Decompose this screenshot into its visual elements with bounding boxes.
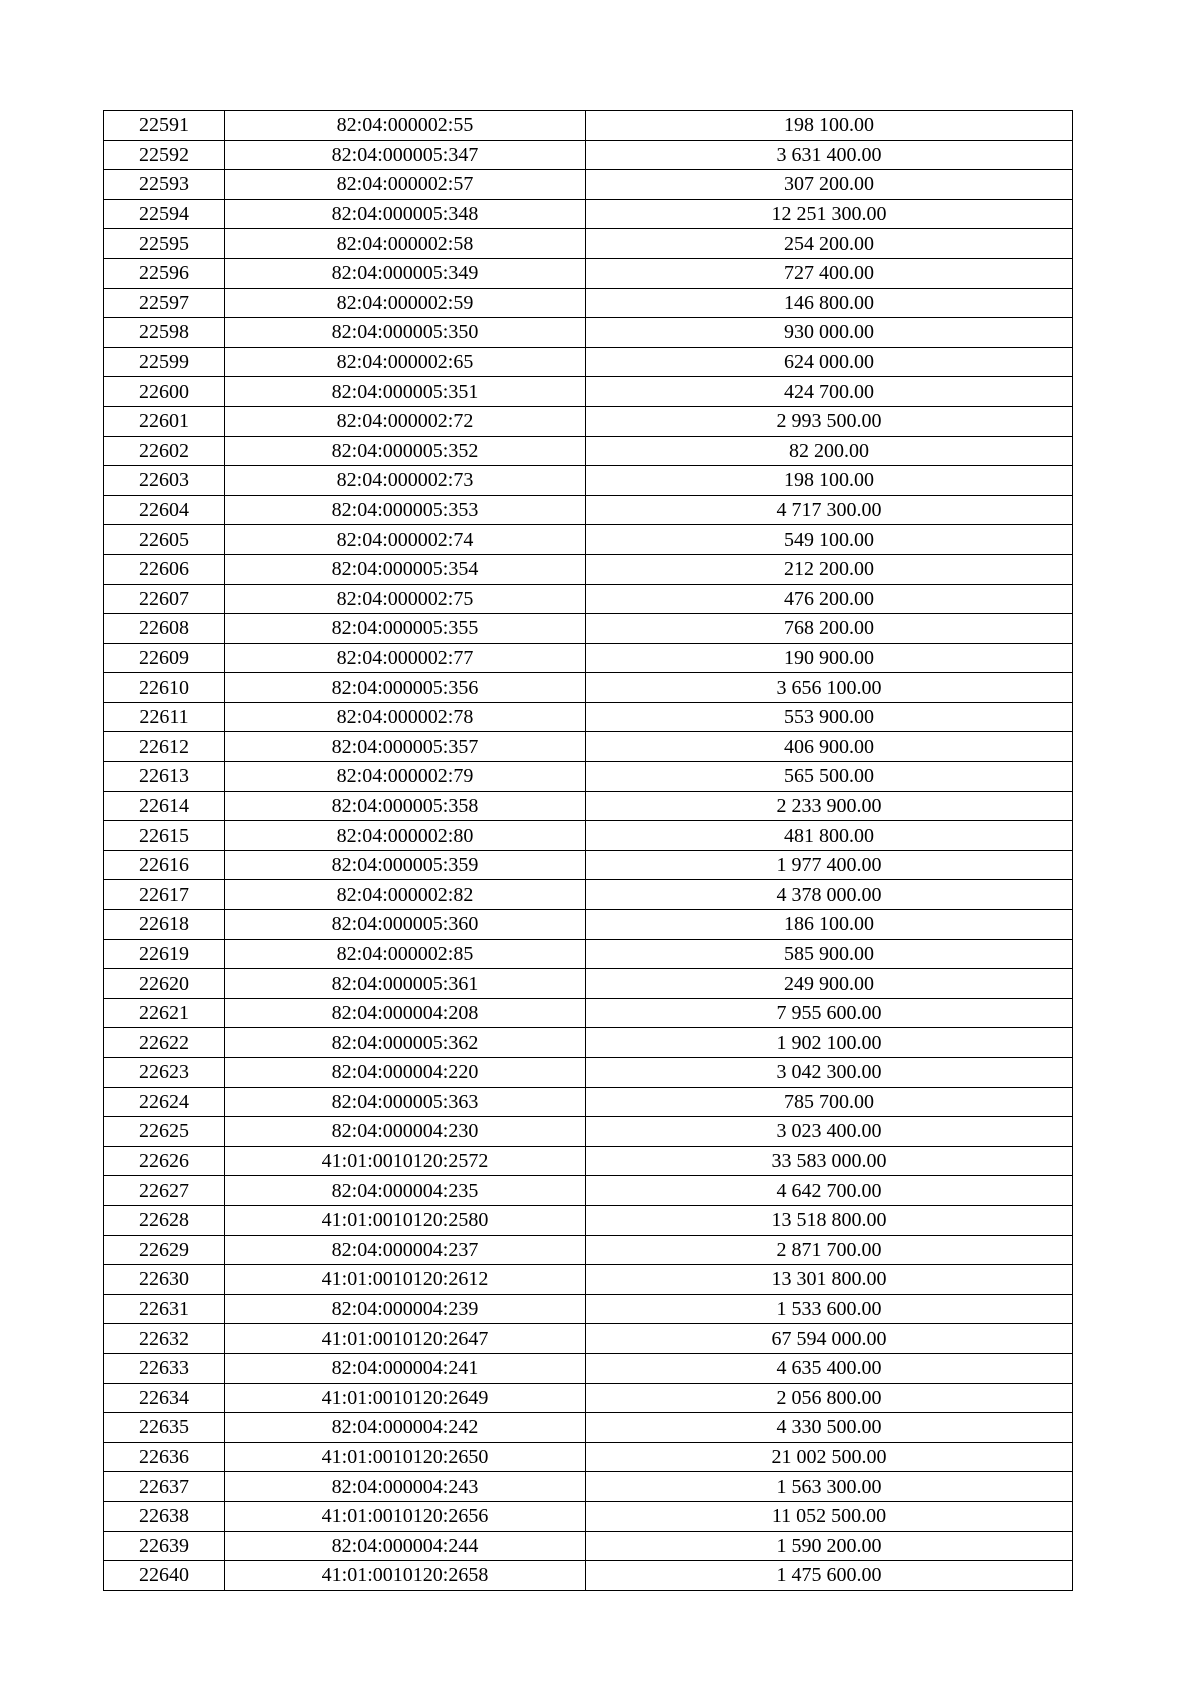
- cadastral-number-cell: 82:04:000002:75: [225, 584, 586, 614]
- row-number-cell: 22639: [104, 1531, 225, 1561]
- cadastral-value-cell: 2 871 700.00: [586, 1235, 1073, 1265]
- row-number-cell: 22597: [104, 288, 225, 318]
- cadastral-value-cell: 585 900.00: [586, 939, 1073, 969]
- cadastral-value-cell: 33 583 000.00: [586, 1146, 1073, 1176]
- cadastral-value-cell: 13 301 800.00: [586, 1265, 1073, 1295]
- cadastral-value-cell: 1 590 200.00: [586, 1531, 1073, 1561]
- row-number-cell: 22619: [104, 939, 225, 969]
- table-row: [104, 229, 1073, 259]
- cadastral-number-cell: 82:04:000002:59: [225, 288, 586, 318]
- table-row: [104, 584, 1073, 614]
- cadastral-number-cell: 82:04:000005:357: [225, 732, 586, 762]
- cadastral-value-cell: 3 023 400.00: [586, 1117, 1073, 1147]
- row-number-cell: 22606: [104, 554, 225, 584]
- cadastral-number-cell: 41:01:0010120:2650: [225, 1442, 586, 1472]
- row-number-cell: 22621: [104, 998, 225, 1028]
- row-number-cell: 22602: [104, 436, 225, 466]
- row-number-cell: 22604: [104, 495, 225, 525]
- cadastral-number-cell: 41:01:0010120:2612: [225, 1265, 586, 1295]
- table-row: [104, 939, 1073, 969]
- cadastral-value-cell: 307 200.00: [586, 170, 1073, 200]
- cadastral-value-cell: 1 563 300.00: [586, 1472, 1073, 1502]
- row-number-cell: 22605: [104, 525, 225, 555]
- cadastral-number-cell: 82:04:000004:242: [225, 1413, 586, 1443]
- row-number-cell: 22608: [104, 614, 225, 644]
- table-row: [104, 1383, 1073, 1413]
- cadastral-value-cell: 4 635 400.00: [586, 1353, 1073, 1383]
- table-row: [104, 1235, 1073, 1265]
- cadastral-number-cell: 82:04:000004:239: [225, 1294, 586, 1324]
- cadastral-number-cell: 82:04:000002:80: [225, 821, 586, 851]
- table-row: [104, 1472, 1073, 1502]
- table-row: [104, 1324, 1073, 1354]
- cadastral-value-cell: 198 100.00: [586, 111, 1073, 141]
- row-number-cell: 22596: [104, 258, 225, 288]
- row-number-cell: 22624: [104, 1087, 225, 1117]
- cadastral-value-cell: 406 900.00: [586, 732, 1073, 762]
- cadastral-value-cell: 476 200.00: [586, 584, 1073, 614]
- row-number-cell: 22592: [104, 140, 225, 170]
- cadastral-number-cell: 82:04:000005:353: [225, 495, 586, 525]
- cadastral-number-cell: 41:01:0010120:2658: [225, 1561, 586, 1591]
- table-row: [104, 614, 1073, 644]
- row-number-cell: 22618: [104, 910, 225, 940]
- row-number-cell: 22614: [104, 791, 225, 821]
- row-number-cell: 22633: [104, 1353, 225, 1383]
- table-row: [104, 1442, 1073, 1472]
- row-number-cell: 22594: [104, 199, 225, 229]
- row-number-cell: 22638: [104, 1501, 225, 1531]
- cadastral-value-cell: 2 233 900.00: [586, 791, 1073, 821]
- table-row: [104, 1205, 1073, 1235]
- cadastral-number-cell: 82:04:000002:73: [225, 466, 586, 496]
- row-number-cell: 22607: [104, 584, 225, 614]
- table-row: [104, 1265, 1073, 1295]
- table-row: [104, 377, 1073, 407]
- cadastral-number-cell: 82:04:000005:356: [225, 673, 586, 703]
- table-row: [104, 1028, 1073, 1058]
- cadastral-value-cell: 727 400.00: [586, 258, 1073, 288]
- table-row: [104, 1561, 1073, 1591]
- cadastral-number-cell: 82:04:000004:243: [225, 1472, 586, 1502]
- table-row: [104, 673, 1073, 703]
- cadastral-value-cell: 12 251 300.00: [586, 199, 1073, 229]
- row-number-cell: 22634: [104, 1383, 225, 1413]
- table-row: [104, 732, 1073, 762]
- row-number-cell: 22623: [104, 1058, 225, 1088]
- cadastral-value-cell: 212 200.00: [586, 554, 1073, 584]
- cadastral-value-cell: 13 518 800.00: [586, 1205, 1073, 1235]
- row-number-cell: 22595: [104, 229, 225, 259]
- cadastral-number-cell: 82:04:000005:359: [225, 850, 586, 880]
- cadastral-number-cell: 82:04:000004:237: [225, 1235, 586, 1265]
- table-row: [104, 643, 1073, 673]
- row-number-cell: 22627: [104, 1176, 225, 1206]
- cadastral-number-cell: 82:04:000004:235: [225, 1176, 586, 1206]
- cadastral-number-cell: 82:04:000005:348: [225, 199, 586, 229]
- cadastral-value-cell: 7 955 600.00: [586, 998, 1073, 1028]
- cadastral-number-cell: 82:04:000002:58: [225, 229, 586, 259]
- cadastral-number-cell: 41:01:0010120:2572: [225, 1146, 586, 1176]
- row-number-cell: 22611: [104, 702, 225, 732]
- cadastral-number-cell: 82:04:000005:361: [225, 969, 586, 999]
- cadastral-number-cell: 82:04:000004:230: [225, 1117, 586, 1147]
- cadastral-number-cell: 82:04:000004:244: [225, 1531, 586, 1561]
- table-row: [104, 762, 1073, 792]
- table-row: [104, 791, 1073, 821]
- cadastral-number-cell: 82:04:000002:82: [225, 880, 586, 910]
- row-number-cell: 22601: [104, 406, 225, 436]
- row-number-cell: 22609: [104, 643, 225, 673]
- row-number-cell: 22615: [104, 821, 225, 851]
- row-number-cell: 22626: [104, 1146, 225, 1176]
- table-row: [104, 466, 1073, 496]
- cadastral-value-cell: 3 631 400.00: [586, 140, 1073, 170]
- table-row: [104, 525, 1073, 555]
- table-row: [104, 199, 1073, 229]
- cadastral-value-cell: 3 042 300.00: [586, 1058, 1073, 1088]
- cadastral-value-cell: 186 100.00: [586, 910, 1073, 940]
- cadastral-number-cell: 82:04:000005:362: [225, 1028, 586, 1058]
- cadastral-value-cell: 565 500.00: [586, 762, 1073, 792]
- row-number-cell: 22599: [104, 347, 225, 377]
- cadastral-number-cell: 82:04:000002:55: [225, 111, 586, 141]
- cadastral-value-cell: 4 642 700.00: [586, 1176, 1073, 1206]
- cadastral-number-cell: 82:04:000005:351: [225, 377, 586, 407]
- row-number-cell: 22631: [104, 1294, 225, 1324]
- cadastral-number-cell: 41:01:0010120:2649: [225, 1383, 586, 1413]
- cadastral-value-cell: 549 100.00: [586, 525, 1073, 555]
- table-row: [104, 850, 1073, 880]
- cadastral-value-cell: 146 800.00: [586, 288, 1073, 318]
- table-row: [104, 347, 1073, 377]
- cadastral-value-cell: 785 700.00: [586, 1087, 1073, 1117]
- cadastral-value-cell: 82 200.00: [586, 436, 1073, 466]
- cadastral-value-cell: 4 330 500.00: [586, 1413, 1073, 1443]
- table-row: [104, 140, 1073, 170]
- cadastral-number-cell: 82:04:000005:350: [225, 318, 586, 348]
- cadastral-number-cell: 82:04:000004:208: [225, 998, 586, 1028]
- table-row: [104, 1413, 1073, 1443]
- table-row: [104, 1294, 1073, 1324]
- row-number-cell: 22613: [104, 762, 225, 792]
- row-number-cell: 22616: [104, 850, 225, 880]
- cadastral-value-cell: 190 900.00: [586, 643, 1073, 673]
- cadastral-value-cell: 254 200.00: [586, 229, 1073, 259]
- table-row: [104, 258, 1073, 288]
- row-number-cell: 22612: [104, 732, 225, 762]
- table-row: [104, 1117, 1073, 1147]
- cadastral-value-table: [103, 110, 1073, 1591]
- cadastral-value-cell: 624 000.00: [586, 347, 1073, 377]
- cadastral-number-cell: 82:04:000004:241: [225, 1353, 586, 1383]
- table-row: [104, 702, 1073, 732]
- row-number-cell: 22625: [104, 1117, 225, 1147]
- cadastral-number-cell: 82:04:000005:358: [225, 791, 586, 821]
- row-number-cell: 22600: [104, 377, 225, 407]
- cadastral-number-cell: 82:04:000002:77: [225, 643, 586, 673]
- table-row: [104, 436, 1073, 466]
- cadastral-value-cell: 930 000.00: [586, 318, 1073, 348]
- table-row: [104, 1087, 1073, 1117]
- row-number-cell: 22591: [104, 111, 225, 141]
- row-number-cell: 22637: [104, 1472, 225, 1502]
- table-body: [104, 111, 1073, 1591]
- cadastral-value-cell: 3 656 100.00: [586, 673, 1073, 703]
- table-row: [104, 1176, 1073, 1206]
- table-row: [104, 910, 1073, 940]
- table-row: [104, 1531, 1073, 1561]
- cadastral-value-cell: 67 594 000.00: [586, 1324, 1073, 1354]
- row-number-cell: 22628: [104, 1205, 225, 1235]
- cadastral-number-cell: 82:04:000004:220: [225, 1058, 586, 1088]
- table-row: [104, 1058, 1073, 1088]
- cadastral-value-cell: 1 977 400.00: [586, 850, 1073, 880]
- cadastral-number-cell: 82:04:000002:65: [225, 347, 586, 377]
- cadastral-number-cell: 41:01:0010120:2580: [225, 1205, 586, 1235]
- cadastral-value-cell: 21 002 500.00: [586, 1442, 1073, 1472]
- cadastral-number-cell: 82:04:000002:57: [225, 170, 586, 200]
- cadastral-value-cell: 553 900.00: [586, 702, 1073, 732]
- table-row: [104, 821, 1073, 851]
- cadastral-value-cell: 1 475 600.00: [586, 1561, 1073, 1591]
- cadastral-number-cell: 82:04:000002:72: [225, 406, 586, 436]
- table-row: [104, 318, 1073, 348]
- table-row: [104, 880, 1073, 910]
- cadastral-number-cell: 82:04:000005:349: [225, 258, 586, 288]
- cadastral-value-cell: 481 800.00: [586, 821, 1073, 851]
- table-row: [104, 1501, 1073, 1531]
- cadastral-value-cell: 198 100.00: [586, 466, 1073, 496]
- table-row: [104, 1146, 1073, 1176]
- row-number-cell: 22635: [104, 1413, 225, 1443]
- row-number-cell: 22632: [104, 1324, 225, 1354]
- table-row: [104, 111, 1073, 141]
- cadastral-value-cell: 768 200.00: [586, 614, 1073, 644]
- cadastral-number-cell: 82:04:000005:363: [225, 1087, 586, 1117]
- table-row: [104, 554, 1073, 584]
- cadastral-number-cell: 82:04:000005:352: [225, 436, 586, 466]
- cadastral-value-cell: 4 378 000.00: [586, 880, 1073, 910]
- cadastral-value-cell: 2 993 500.00: [586, 406, 1073, 436]
- cadastral-number-cell: 82:04:000005:355: [225, 614, 586, 644]
- cadastral-number-cell: 41:01:0010120:2647: [225, 1324, 586, 1354]
- cadastral-number-cell: 82:04:000002:74: [225, 525, 586, 555]
- row-number-cell: 22620: [104, 969, 225, 999]
- cadastral-number-cell: 82:04:000002:79: [225, 762, 586, 792]
- cadastral-value-cell: 11 052 500.00: [586, 1501, 1073, 1531]
- cadastral-number-cell: 82:04:000005:354: [225, 554, 586, 584]
- table-row: [104, 170, 1073, 200]
- row-number-cell: 22598: [104, 318, 225, 348]
- cadastral-number-cell: 82:04:000002:78: [225, 702, 586, 732]
- table-row: [104, 1353, 1073, 1383]
- row-number-cell: 22640: [104, 1561, 225, 1591]
- row-number-cell: 22629: [104, 1235, 225, 1265]
- table-row: [104, 495, 1073, 525]
- cadastral-value-cell: 4 717 300.00: [586, 495, 1073, 525]
- cadastral-number-cell: 41:01:0010120:2656: [225, 1501, 586, 1531]
- cadastral-number-cell: 82:04:000005:360: [225, 910, 586, 940]
- row-number-cell: 22622: [104, 1028, 225, 1058]
- cadastral-value-cell: 2 056 800.00: [586, 1383, 1073, 1413]
- row-number-cell: 22630: [104, 1265, 225, 1295]
- table-row: [104, 998, 1073, 1028]
- cadastral-number-cell: 82:04:000005:347: [225, 140, 586, 170]
- row-number-cell: 22610: [104, 673, 225, 703]
- cadastral-value-cell: 1 533 600.00: [586, 1294, 1073, 1324]
- cadastral-value-cell: 249 900.00: [586, 969, 1073, 999]
- table-row: [104, 406, 1073, 436]
- row-number-cell: 22617: [104, 880, 225, 910]
- cadastral-value-cell: 424 700.00: [586, 377, 1073, 407]
- row-number-cell: 22636: [104, 1442, 225, 1472]
- table-row: [104, 288, 1073, 318]
- row-number-cell: 22603: [104, 466, 225, 496]
- cadastral-value-cell: 1 902 100.00: [586, 1028, 1073, 1058]
- table-row: [104, 969, 1073, 999]
- row-number-cell: 22593: [104, 170, 225, 200]
- cadastral-number-cell: 82:04:000002:85: [225, 939, 586, 969]
